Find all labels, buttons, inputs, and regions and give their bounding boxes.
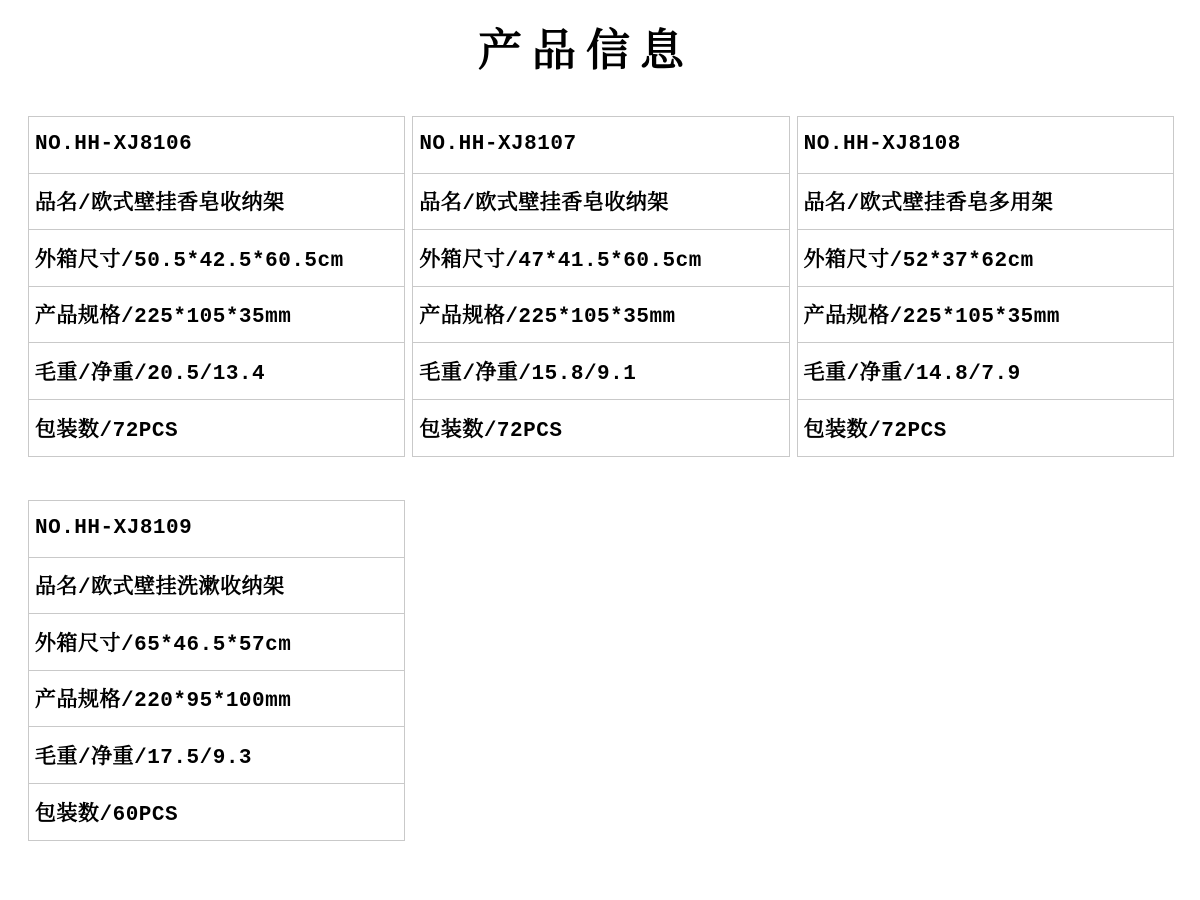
packing-cell: 包装数/72PCS xyxy=(803,419,947,443)
spec-cell: 产品规格/220*95*100mm xyxy=(29,671,404,728)
product-table-xj8107 xyxy=(412,116,789,457)
name-cell: 品名/欧式壁挂洗漱收纳架 xyxy=(29,558,404,615)
spec-cell: 产品规格/225*105*35mm xyxy=(413,287,788,344)
product-table-xj8106 xyxy=(28,116,405,457)
spec-cell: 产品规格/225*105*35mm xyxy=(798,287,1173,344)
weight-cell: 毛重/净重/20.5/13.4 xyxy=(29,343,404,400)
name-cell: 品名/欧式壁挂香皂收纳架 xyxy=(413,174,788,231)
packing-cell: 包装数/72PCS xyxy=(419,419,563,443)
packing-cell: 包装数/72PCS xyxy=(35,419,179,443)
model-cell: NO.HH-XJ8108 xyxy=(798,117,1173,174)
name-cell: 品名/欧式壁挂香皂收纳架 xyxy=(29,174,404,231)
weight-cell: 毛重/净重/17.5/9.3 xyxy=(29,727,404,784)
model-cell: NO.HH-XJ8106 xyxy=(29,117,404,174)
carton-size-cell: 外箱尺寸/50.5*42.5*60.5cm xyxy=(29,230,404,287)
product-table-xj8108 xyxy=(797,116,1174,457)
carton-size-cell: 外箱尺寸/47*41.5*60.5cm xyxy=(413,230,788,287)
weight-cell: 毛重/净重/15.8/9.1 xyxy=(413,343,788,400)
name-cell: 品名/欧式壁挂香皂多用架 xyxy=(798,174,1173,231)
model-cell: NO.HH-XJ8109 xyxy=(29,501,404,558)
carton-size-cell: 外箱尺寸/52*37*62cm xyxy=(798,230,1173,287)
page-title: 产品信息 xyxy=(478,26,694,75)
product-table-xj8109 xyxy=(28,500,405,841)
product-tables-row-1 xyxy=(28,116,1174,457)
weight-cell: 毛重/净重/14.8/7.9 xyxy=(798,343,1173,400)
model-cell: NO.HH-XJ8107 xyxy=(413,117,788,174)
product-tables-row-2 xyxy=(28,500,1174,841)
packing-cell: 包装数/60PCS xyxy=(35,803,179,827)
spec-cell: 产品规格/225*105*35mm xyxy=(29,287,404,344)
carton-size-cell: 外箱尺寸/65*46.5*57cm xyxy=(29,614,404,671)
product-info-page xyxy=(0,26,1200,900)
